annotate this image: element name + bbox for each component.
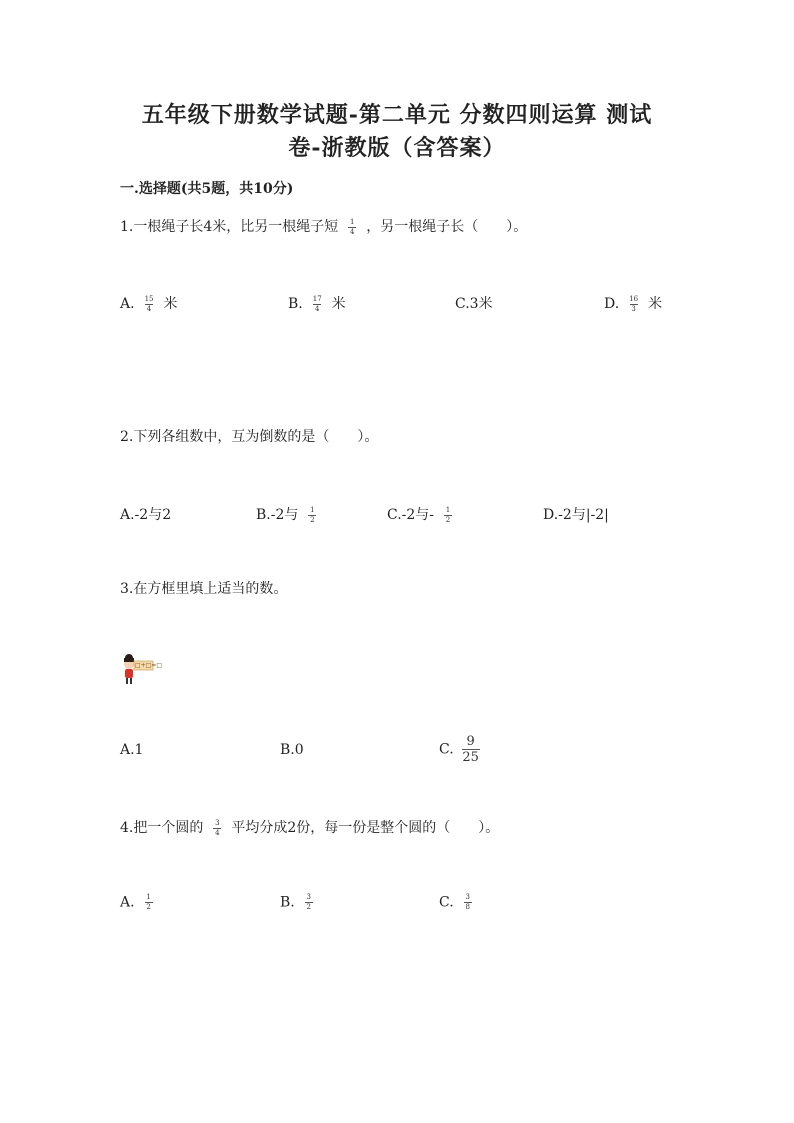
q4-option-a[interactable] [120,893,163,912]
fraction-denominator: 4 [350,227,355,236]
figure-equation-text: □+□=□ [135,662,163,669]
fraction-denominator: 4 [146,304,152,313]
fraction-denominator: 3 [631,304,636,313]
option-unit: 米 [163,296,178,312]
fraction-numerator: 17 [312,294,322,303]
fraction-numerator: 1 [146,893,151,901]
question-2: 2.下列各组数中，互为倒数的是（ ）。 [120,429,379,445]
fraction-denominator: 2 [445,515,451,524]
question-3: 3.在方框里填上适当的数。 [120,581,288,597]
question-4-text-post: 平均分成2份，每一份是整个圆的（ ）。 [231,820,500,836]
q1-option-a[interactable] [120,293,177,314]
fraction-numerator: 16 [629,294,639,303]
fraction [305,893,313,912]
q2-option-c[interactable] [387,504,462,525]
q1-option-b[interactable] [288,293,346,314]
fraction-denominator: 2 [146,903,151,911]
q1-option-c[interactable] [455,293,493,313]
q2-option-d[interactable]: D.-2与|-2| [543,507,609,523]
fraction-numerator: 3 [465,893,470,901]
fraction-numerator: 1 [310,505,315,514]
fraction-denominator: 4 [215,828,220,837]
question-1-text-post: ，另一根绳子长（ ）。 [366,219,528,235]
option-unit: 米 [331,296,346,312]
page-title-line1: 五年级下册数学试题-第二单元 分数四则运算 测试 [141,102,653,128]
q2-option-b[interactable] [256,504,326,525]
q4-option-c[interactable] [439,893,482,912]
section-heading: 一.选择题(共5题，共10分) [120,181,294,197]
question-1 [120,216,527,237]
option-label: C. [439,894,454,911]
fraction [313,295,322,314]
q1-option-d[interactable] [604,293,662,314]
fraction [348,218,356,237]
page-title-line2: 卷-浙教版（含答案） [288,135,506,161]
fraction-denominator: 4 [314,304,320,313]
question-4-text-pre: 4.把一个圆的 [120,820,204,836]
option-label: A. [120,894,135,911]
fraction-denominator: 2 [310,515,315,524]
fraction-numerator: 9 [466,734,475,749]
fraction [145,893,153,912]
fraction [464,893,472,912]
cartoon-figure-icon [120,652,156,688]
fraction-numerator: 15 [144,294,154,303]
q3-option-a[interactable]: A.1 [120,742,144,758]
q3-option-c[interactable] [439,734,488,765]
fraction-denominator: 8 [465,903,470,911]
option-label: C. [439,741,454,758]
fraction-denominator: 25 [462,750,479,765]
fraction [213,819,221,838]
option-label: A. [120,296,135,312]
fraction-numerator: 3 [306,893,311,901]
fraction [629,295,638,314]
option-label: D. [604,296,620,312]
fraction [444,506,452,525]
q4-option-b[interactable] [280,893,323,912]
option-label: C.3米 [455,296,493,312]
option-label: B.-2与 [256,507,299,523]
option-label: B. [288,296,303,312]
q3-option-b[interactable]: B.0 [280,742,304,758]
question-3-figure [120,652,163,688]
fraction-numerator: 1 [350,217,355,226]
q2-option-a[interactable]: A.-2与2 [120,507,172,523]
option-label: C.-2与- [387,507,435,523]
fraction [462,734,480,765]
question-1-text-pre: 1.一根绳子长4米，比另一根绳子短 [120,219,339,235]
option-label: B. [280,894,295,911]
fraction [308,506,316,525]
fraction-denominator: 2 [306,903,311,911]
fraction-numerator: 3 [215,818,220,827]
question-4 [120,817,499,838]
fraction-numerator: 1 [445,505,451,514]
option-unit: 米 [648,296,663,312]
fraction [145,295,154,314]
